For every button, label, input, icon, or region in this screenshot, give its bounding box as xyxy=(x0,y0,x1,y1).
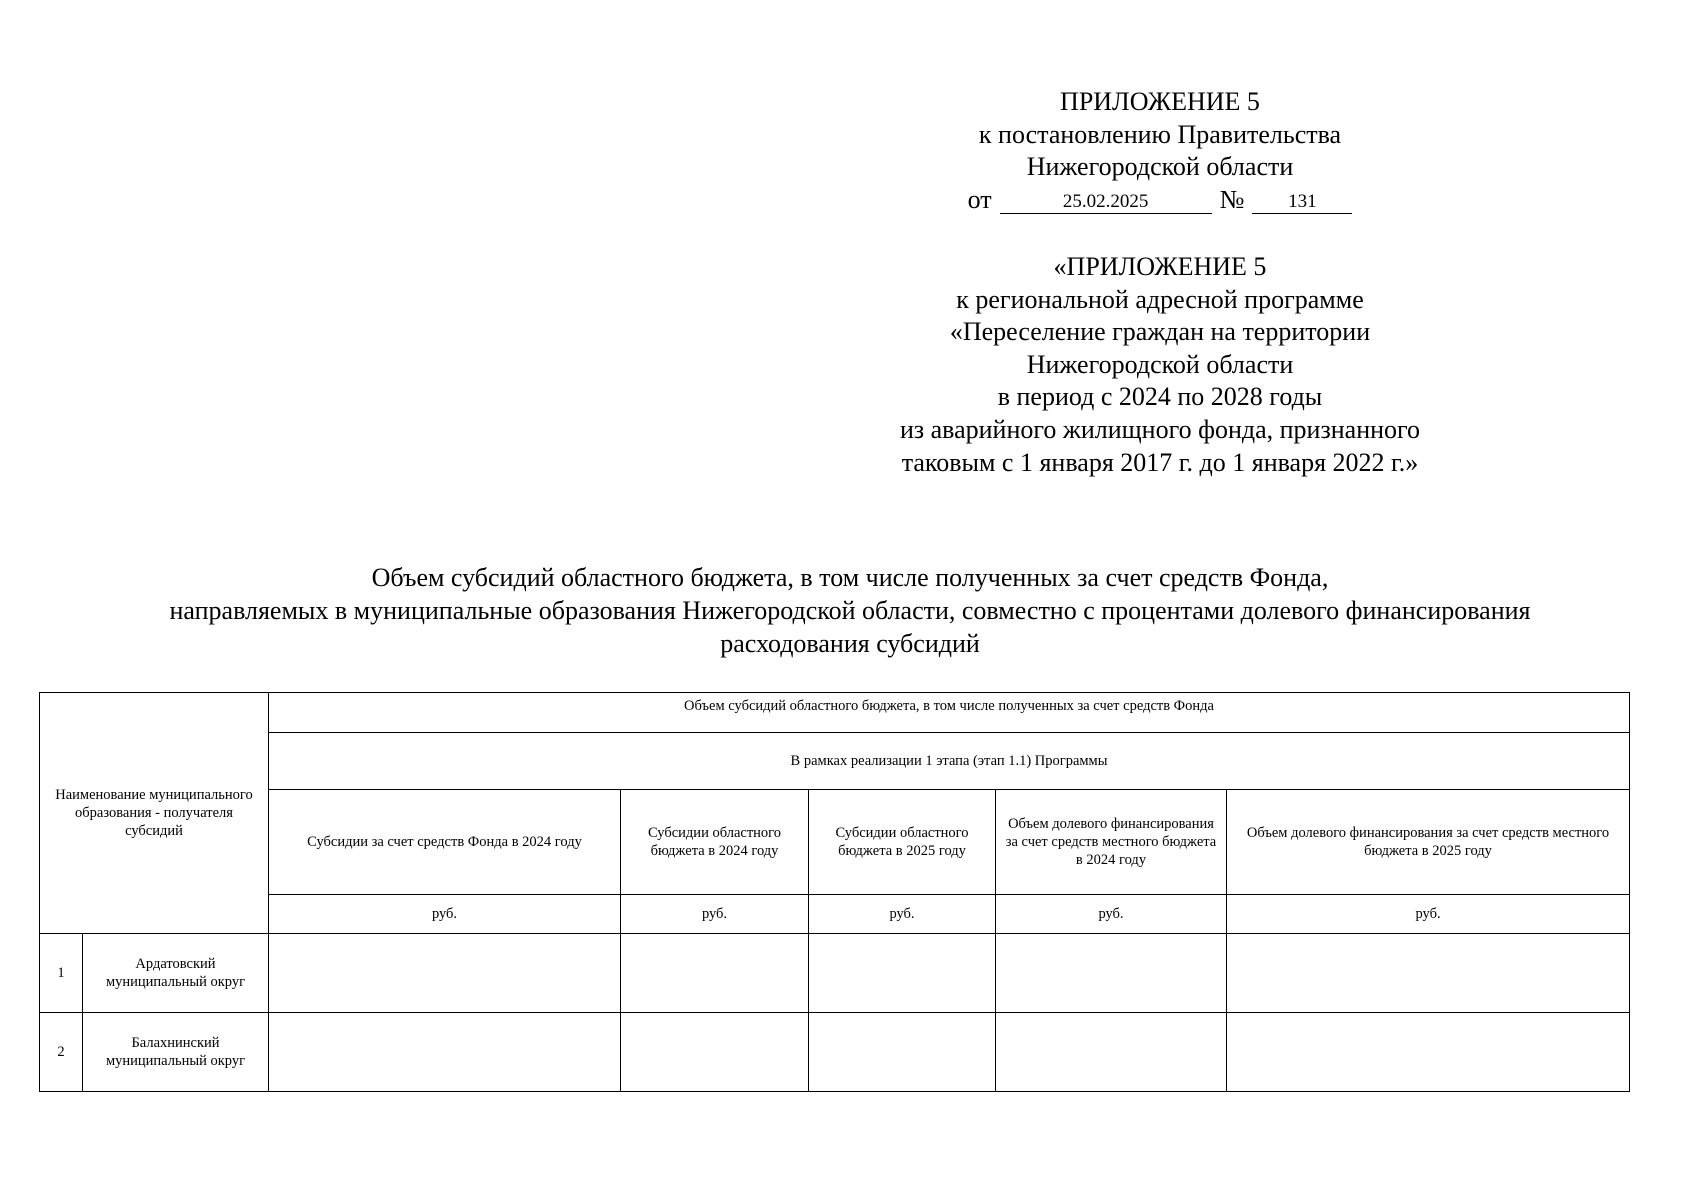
column-header: Объем долевого финансирования за счет средств местного бюджета в 2025 году xyxy=(1227,790,1630,895)
appendix-date-line xyxy=(850,184,1470,217)
program-appendix-line: «ПРИЛОЖЕНИЕ 5 xyxy=(1053,252,1267,281)
value-cell xyxy=(269,1013,621,1092)
unit-cell: руб. xyxy=(269,895,621,934)
document-title-line: расходования субсидий xyxy=(720,629,980,658)
stage-subgroup-header: В рамках реализации 1 этапа (этап 1.1) Программы xyxy=(269,733,1630,790)
program-appendix-line: в период с 2024 по 2028 годы xyxy=(997,382,1323,412)
program-appendix-header xyxy=(850,251,1470,479)
unit-cell: руб. xyxy=(621,895,809,934)
table-row xyxy=(40,1013,1630,1092)
resolution-date: 25.02.2025 xyxy=(1000,191,1212,214)
program-appendix-line: «Переселение граждан на территории xyxy=(949,317,1371,347)
appendix-line-1: к постановлению Правительства xyxy=(978,119,1342,149)
value-cell xyxy=(996,934,1227,1013)
subsidy-table xyxy=(39,692,1630,1092)
row-number: 2 xyxy=(40,1013,83,1092)
program-appendix-line: из аварийного жилищного фонда, признанного xyxy=(899,414,1421,444)
program-appendix-line: к региональной адресной программе xyxy=(956,284,1364,314)
document-title-line: Объем субсидий областного бюджета, в том числе полученных за счет средств Фонда, xyxy=(371,563,1329,592)
program-appendix-line: таковым с 1 января 2017 г. до 1 января 2022 г.» xyxy=(901,447,1419,477)
row-number: 1 xyxy=(40,934,83,1013)
subsidy-group-header: Объем субсидий областного бюджета, в том числе полученных за счет средств Фонда xyxy=(269,693,1630,733)
document-title-line: направляемых в муниципальные образования Нижегородской области, совместно с процентами долевого финансирования xyxy=(169,596,1531,625)
column-header: Субсидии областного бюджета в 2024 году xyxy=(621,790,809,895)
value-cell xyxy=(1227,1013,1630,1092)
value-cell xyxy=(809,1013,996,1092)
program-appendix-line: Нижегородской области xyxy=(1026,349,1294,379)
appendix-title: ПРИЛОЖЕНИЕ 5 xyxy=(1060,87,1260,116)
number-label: № xyxy=(1219,184,1245,214)
municipality-name-header: Наименование муниципального образования - получателя субсидий xyxy=(40,693,269,934)
unit-cell: руб. xyxy=(1227,895,1630,934)
unit-cell: руб. xyxy=(996,895,1227,934)
document-title xyxy=(40,561,1660,660)
table-row xyxy=(40,934,1630,1013)
municipality-name: Балахнинский муниципальный округ xyxy=(83,1013,269,1092)
column-header: Субсидии областного бюджета в 2025 году xyxy=(809,790,996,895)
value-cell xyxy=(621,1013,809,1092)
column-header: Субсидии за счет средств Фонда в 2024 году xyxy=(269,790,621,895)
column-header: Объем долевого финансирования за счет средств местного бюджета в 2024 году xyxy=(996,790,1227,895)
value-cell xyxy=(269,934,621,1013)
from-label: от xyxy=(967,184,992,214)
value-cell xyxy=(809,934,996,1013)
resolution-number: 131 xyxy=(1252,191,1352,214)
municipality-name: Ардатовский муниципальный округ xyxy=(83,934,269,1013)
unit-cell: руб. xyxy=(809,895,996,934)
value-cell xyxy=(1227,934,1630,1013)
value-cell xyxy=(621,934,809,1013)
appendix-header xyxy=(850,86,1470,216)
appendix-line-2: Нижегородской области xyxy=(1026,152,1294,181)
value-cell xyxy=(996,1013,1227,1092)
